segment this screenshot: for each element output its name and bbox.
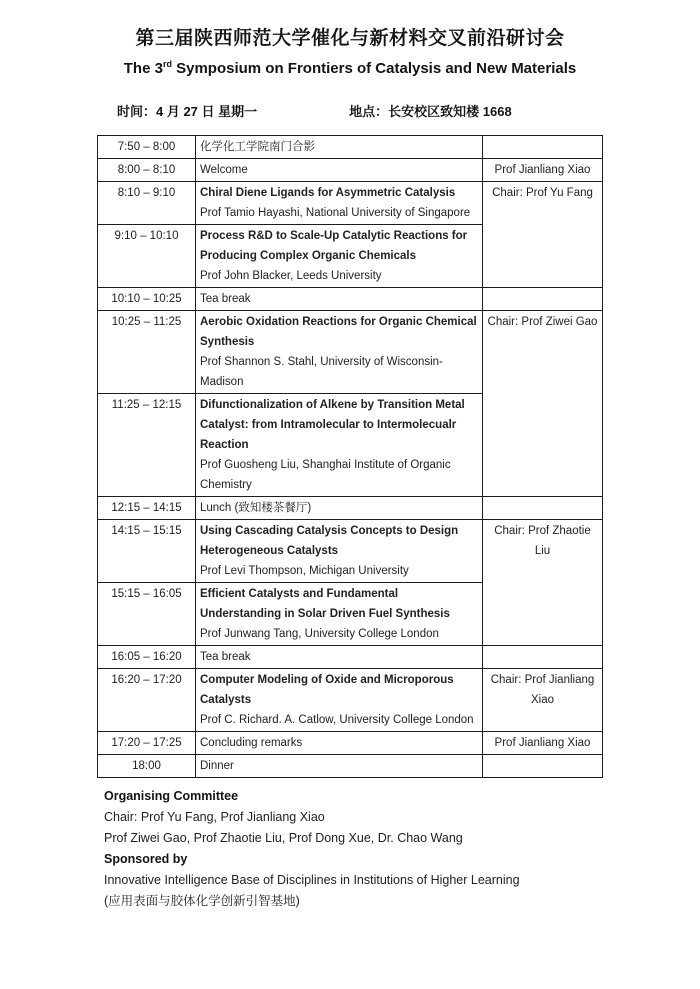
session-cell — [196, 394, 483, 497]
date-label: 时间：4 月 27 日 星期一 — [117, 104, 258, 119]
chair-cell — [483, 646, 603, 669]
title-english-prefix: The 3 — [123, 60, 163, 77]
talk-speaker: Prof Tamio Hayashi, National University of Singapore — [200, 207, 471, 219]
session-label: Welcome — [200, 164, 248, 176]
schedule-table — [97, 135, 603, 778]
time-cell: 14:15 – 15:15 — [98, 520, 196, 583]
organising-committee-heading: Organising Committee — [104, 789, 239, 803]
schedule-row — [98, 520, 603, 583]
talk-title: Process R&D to Scale-Up Catalytic Reactions for Producing Complex Organic Chemicals — [200, 230, 468, 262]
page-title-english — [0, 59, 700, 77]
talk-speaker: Prof John Blacker, Leeds University — [200, 270, 382, 282]
session-cell — [196, 182, 483, 225]
talk-speaker: Prof C. Richard. A. Catlow, University College London — [200, 714, 474, 726]
session-cell — [196, 669, 483, 732]
talk-speaker: Prof Shannon S. Stahl, University of Wisconsin-Madison — [200, 356, 443, 388]
time-cell: 9:10 – 10:10 — [98, 225, 196, 288]
time-cell: 8:10 – 9:10 — [98, 182, 196, 225]
sponsored-by-heading: Sponsored by — [104, 852, 188, 866]
talk-title: Computer Modeling of Oxide and Microporous Catalysts — [200, 674, 454, 706]
talk-speaker: Prof Levi Thompson, Michigan University — [200, 565, 409, 577]
schedule-row — [98, 669, 603, 732]
time-cell: 7:50 – 8:00 — [98, 136, 196, 159]
time-cell: 10:10 – 10:25 — [98, 288, 196, 311]
chair-cell — [483, 136, 603, 159]
session-cell — [196, 136, 483, 159]
time-cell: 8:00 – 8:10 — [98, 159, 196, 182]
time-cell: 16:05 – 16:20 — [98, 646, 196, 669]
talk-title: Difunctionalization of Alkene by Transition Metal Catalyst: from Intramolecular to Intermolecualr Reaction — [200, 399, 465, 451]
schedule-row — [98, 136, 603, 159]
talk-title: Using Cascading Catalysis Concepts to Design Heterogeneous Catalysts — [200, 525, 459, 557]
chair-cell — [483, 288, 603, 311]
schedule-row — [98, 755, 603, 778]
session-label: Dinner — [200, 760, 234, 772]
session-cell — [196, 288, 483, 311]
schedule-row — [98, 288, 603, 311]
schedule-row — [98, 497, 603, 520]
talk-speaker: Prof Guosheng Liu, Shanghai Institute of Organic Chemistry — [200, 459, 451, 491]
talk-speaker: Prof Junwang Tang, University College London — [200, 628, 439, 640]
title-english-suffix: Symposium on Frontiers of Catalysis and New Materials — [171, 60, 577, 77]
schedule-table-body — [98, 136, 603, 778]
session-label: Concluding remarks — [200, 737, 303, 749]
schedule-row — [98, 646, 603, 669]
session-cell — [196, 497, 483, 520]
location-label: 地点：长安校区致知楼 1668 — [349, 104, 512, 119]
sponsor-name-english: Innovative Intelligence Base of Disciplines in Institutions of Higher Learning — [104, 873, 520, 887]
chair-cell: Prof Jianliang Xiao — [483, 159, 603, 182]
session-cell — [196, 646, 483, 669]
session-cell — [196, 311, 483, 394]
organising-committee-chairs: Chair: Prof Yu Fang, Prof Jianliang Xiao — [104, 810, 325, 824]
session-label: 化学化工学院南门合影 — [200, 141, 315, 153]
page-title-chinese: 第三届陕西师范大学催化与新材料交叉前沿研讨会 — [135, 28, 565, 49]
title-english-ordinal-superscript: rd — [162, 59, 172, 69]
session-cell — [196, 732, 483, 755]
session-label: Tea break — [200, 293, 251, 305]
talk-title: Aerobic Oxidation Reactions for Organic Chemical Synthesis — [200, 316, 477, 348]
organising-committee-members: Prof Ziwei Gao, Prof Zhaotie Liu, Prof Dong Xue, Dr. Chao Wang — [104, 831, 463, 845]
session-cell — [196, 225, 483, 288]
time-cell: 18:00 — [98, 755, 196, 778]
chair-cell: Chair: Prof Jianliang Xiao — [483, 669, 603, 732]
time-cell: 10:25 – 11:25 — [98, 311, 196, 394]
session-cell — [196, 520, 483, 583]
time-cell: 15:15 – 16:05 — [98, 583, 196, 646]
talk-title: Efficient Catalysts and Fundamental Understanding in Solar Driven Fuel Synthesis — [200, 588, 450, 620]
chair-cell — [483, 497, 603, 520]
chair-cell: Prof Jianliang Xiao — [483, 732, 603, 755]
schedule-row — [98, 311, 603, 394]
time-cell: 17:20 – 17:25 — [98, 732, 196, 755]
session-label: Lunch (致知楼茶餐厅) — [200, 502, 312, 514]
schedule-row — [98, 159, 603, 182]
chair-cell: Chair: Prof Yu Fang — [483, 182, 603, 288]
session-cell — [196, 159, 483, 182]
date-location-row — [117, 101, 700, 120]
sponsor-name-chinese: (应用表面与胶体化学创新引智基地) — [104, 894, 300, 908]
chair-cell: Chair: Prof Zhaotie Liu — [483, 520, 603, 646]
chair-cell: Chair: Prof Ziwei Gao — [483, 311, 603, 497]
session-cell — [196, 583, 483, 646]
session-label: Tea break — [200, 651, 251, 663]
footer-section — [104, 786, 700, 912]
time-cell: 16:20 – 17:20 — [98, 669, 196, 732]
time-cell: 11:25 – 12:15 — [98, 394, 196, 497]
talk-title: Chiral Diene Ligands for Asymmetric Catalysis — [200, 187, 456, 199]
schedule-row — [98, 732, 603, 755]
session-cell — [196, 755, 483, 778]
chair-cell — [483, 755, 603, 778]
time-cell: 12:15 – 14:15 — [98, 497, 196, 520]
schedule-row — [98, 182, 603, 225]
